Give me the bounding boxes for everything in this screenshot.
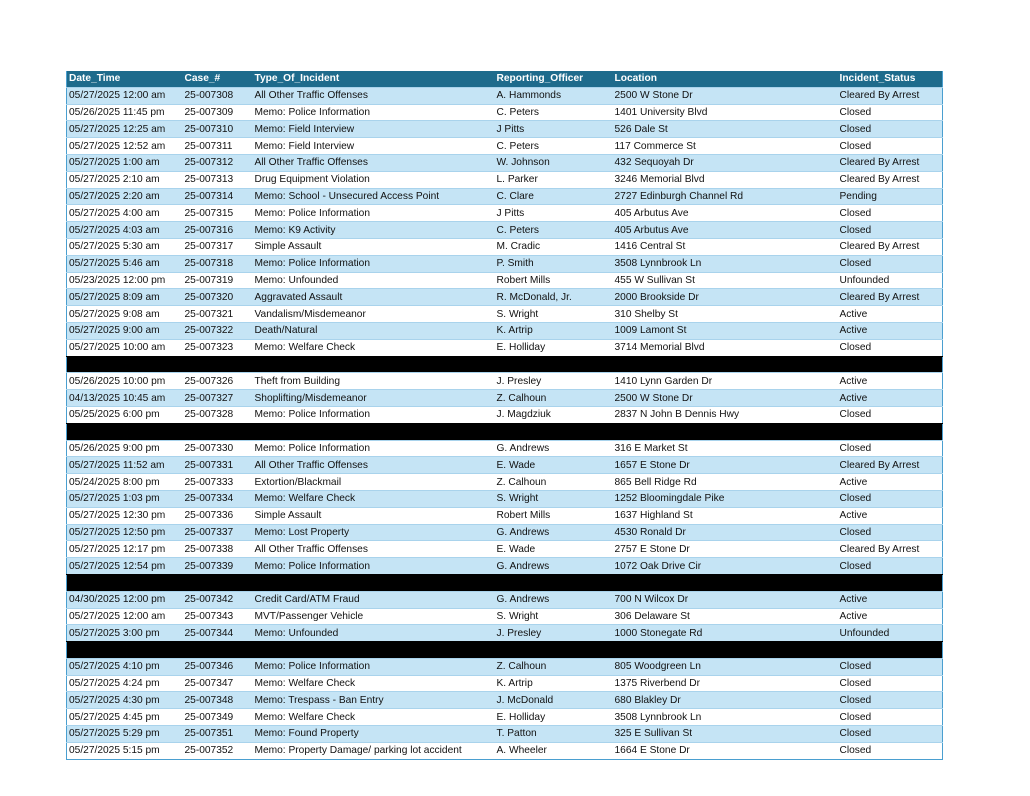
reporting-officer-cell: E. Holliday	[495, 339, 613, 356]
case-number-cell: 25-007309	[183, 104, 253, 121]
reporting-officer-cell: K. Artrip	[495, 322, 613, 339]
incident-type-cell: Memo: Police Information	[253, 406, 495, 423]
location-cell: 2000 Brookside Dr	[613, 289, 838, 306]
reporting-officer-cell: J Pitts	[495, 121, 613, 138]
date-time-cell: 05/27/2025 5:30 am	[67, 238, 183, 255]
case-number-cell: 25-007321	[183, 306, 253, 323]
table-row	[67, 507, 943, 524]
case-number-cell: 25-007337	[183, 524, 253, 541]
table-row	[67, 306, 943, 323]
reporting-officer-cell	[495, 642, 613, 659]
table-row	[67, 171, 943, 188]
column-header-date-time: Date_Time	[69, 73, 121, 85]
date-time-cell: 05/27/2025 12:52 am	[67, 138, 183, 155]
table-header	[67, 71, 943, 87]
table-row	[67, 154, 943, 171]
incident-status-cell: Cleared By Arrest	[838, 541, 943, 558]
incident-type-cell: Simple Assault	[253, 238, 495, 255]
date-time-cell: 05/27/2025 9:08 am	[67, 306, 183, 323]
table-row	[67, 272, 943, 289]
location-cell: 1072 Oak Drive Cir	[613, 558, 838, 575]
date-time-cell: 05/27/2025 2:20 am	[67, 188, 183, 205]
table-row	[67, 205, 943, 222]
table-row	[67, 188, 943, 205]
incident-status-cell: Active	[838, 507, 943, 524]
date-time-cell: 05/27/2025 12:50 pm	[67, 524, 183, 541]
case-number-cell: 25-007316	[183, 222, 253, 239]
column-header-reporting-officer: Reporting_Officer	[496, 73, 584, 85]
incident-status-cell: Cleared By Arrest	[838, 171, 943, 188]
incident-type-cell: All Other Traffic Offenses	[253, 154, 495, 171]
date-time-cell	[67, 642, 183, 659]
incident-status-cell: Active	[838, 591, 943, 608]
location-cell: 3508 Lynnbrook Ln	[613, 709, 838, 726]
table-row	[67, 742, 943, 759]
reporting-officer-cell: S. Wright	[495, 306, 613, 323]
incident-type-cell: Memo: School - Unsecured Access Point	[253, 188, 495, 205]
incident-status-cell: Cleared By Arrest	[838, 154, 943, 171]
date-time-cell: 05/27/2025 4:24 pm	[67, 675, 183, 692]
case-number-cell: 25-007338	[183, 541, 253, 558]
date-time-cell: 05/24/2025 8:00 pm	[67, 474, 183, 491]
case-number-cell: 25-007344	[183, 625, 253, 642]
reporting-officer-cell: Z. Calhoun	[495, 390, 613, 407]
column-header-case-number: Case_#	[184, 73, 221, 85]
date-time-cell: 05/27/2025 9:00 am	[67, 322, 183, 339]
case-number-cell: 25-007320	[183, 289, 253, 306]
reporting-officer-cell: K. Artrip	[495, 675, 613, 692]
case-number-cell	[183, 356, 253, 373]
date-time-cell	[67, 423, 183, 440]
incident-status-cell: Closed	[838, 742, 943, 759]
reporting-officer-cell	[495, 574, 613, 591]
redacted-row	[67, 574, 943, 591]
incident-status-cell: Closed	[838, 558, 943, 575]
case-number-cell	[183, 642, 253, 659]
table-row	[67, 222, 943, 239]
case-number-cell: 25-007310	[183, 121, 253, 138]
case-number-cell: 25-007327	[183, 390, 253, 407]
location-cell: 306 Delaware St	[613, 608, 838, 625]
reporting-officer-cell: C. Peters	[495, 104, 613, 121]
reporting-officer-cell: C. Clare	[495, 188, 613, 205]
date-time-cell: 05/27/2025 2:10 am	[67, 171, 183, 188]
date-time-cell: 05/23/2025 12:00 pm	[67, 272, 183, 289]
incident-type-cell: Memo: Welfare Check	[253, 675, 495, 692]
location-cell	[613, 642, 838, 659]
case-number-cell: 25-007313	[183, 171, 253, 188]
location-cell	[613, 423, 838, 440]
case-number-cell: 25-007308	[183, 87, 253, 104]
column-header-location: Location	[614, 73, 657, 85]
date-time-cell: 04/30/2025 12:00 pm	[67, 591, 183, 608]
incident-status-cell: Closed	[838, 121, 943, 138]
date-time-cell: 05/27/2025 4:03 am	[67, 222, 183, 239]
reporting-officer-cell: E. Holliday	[495, 709, 613, 726]
table-row	[67, 726, 943, 743]
incident-type-cell: Vandalism/Misdemeanor	[253, 306, 495, 323]
incident-type-cell: Memo: Police Information	[253, 205, 495, 222]
date-time-cell: 04/13/2025 10:45 am	[67, 390, 183, 407]
reporting-officer-cell: G. Andrews	[495, 524, 613, 541]
location-cell: 432 Sequoyah Dr	[613, 154, 838, 171]
incident-type-cell: Memo: Police Information	[253, 658, 495, 675]
incident-status-cell: Cleared By Arrest	[838, 87, 943, 104]
incident-type-cell: Theft from Building	[253, 373, 495, 390]
table-row	[67, 406, 943, 423]
location-cell: 1000 Stonegate Rd	[613, 625, 838, 642]
incident-status-cell: Closed	[838, 726, 943, 743]
reporting-officer-cell: A. Hammonds	[495, 87, 613, 104]
incident-type-cell: Memo: Trespass - Ban Entry	[253, 692, 495, 709]
table-row	[67, 238, 943, 255]
location-cell: 2757 E Stone Dr	[613, 541, 838, 558]
date-time-cell: 05/27/2025 1:00 am	[67, 154, 183, 171]
incident-status-cell: Closed	[838, 692, 943, 709]
location-cell: 2500 W Stone Dr	[613, 390, 838, 407]
incident-type-cell: Memo: Field Interview	[253, 138, 495, 155]
table-row	[67, 457, 943, 474]
date-time-cell: 05/27/2025 12:25 am	[67, 121, 183, 138]
location-cell: 325 E Sullivan St	[613, 726, 838, 743]
table-row	[67, 121, 943, 138]
incident-type-cell: Death/Natural	[253, 322, 495, 339]
location-cell: 700 N Wilcox Dr	[613, 591, 838, 608]
date-time-cell: 05/27/2025 1:03 pm	[67, 490, 183, 507]
location-cell: 526 Dale St	[613, 121, 838, 138]
reporting-officer-cell: C. Peters	[495, 222, 613, 239]
incident-status-cell	[838, 423, 943, 440]
incident-type-cell: Memo: Welfare Check	[253, 339, 495, 356]
reporting-officer-cell: L. Parker	[495, 171, 613, 188]
table-row	[67, 524, 943, 541]
reporting-officer-cell: J. Presley	[495, 373, 613, 390]
incident-status-cell: Active	[838, 390, 943, 407]
reporting-officer-cell	[495, 356, 613, 373]
case-number-cell: 25-007343	[183, 608, 253, 625]
location-cell: 1375 Riverbend Dr	[613, 675, 838, 692]
case-number-cell: 25-007336	[183, 507, 253, 524]
incident-status-cell: Closed	[838, 104, 943, 121]
reporting-officer-cell: E. Wade	[495, 541, 613, 558]
case-number-cell: 25-007326	[183, 373, 253, 390]
location-cell: 310 Shelby St	[613, 306, 838, 323]
incident-type-cell: Memo: Police Information	[253, 255, 495, 272]
incident-type-cell	[253, 423, 495, 440]
reporting-officer-cell: J. Presley	[495, 625, 613, 642]
location-cell: 1664 E Stone Dr	[613, 742, 838, 759]
incident-type-cell: Memo: Unfounded	[253, 272, 495, 289]
incident-type-cell: Memo: Police Information	[253, 104, 495, 121]
case-number-cell: 25-007349	[183, 709, 253, 726]
incident-type-cell: Memo: Welfare Check	[253, 709, 495, 726]
incident-status-cell: Pending	[838, 188, 943, 205]
incident-status-cell: Closed	[838, 440, 943, 457]
incident-type-cell: Memo: K9 Activity	[253, 222, 495, 239]
incident-status-cell: Closed	[838, 490, 943, 507]
table-row	[67, 625, 943, 642]
incident-type-cell: Memo: Lost Property	[253, 524, 495, 541]
date-time-cell: 05/27/2025 10:00 am	[67, 339, 183, 356]
location-cell: 805 Woodgreen Ln	[613, 658, 838, 675]
incident-status-cell: Closed	[838, 675, 943, 692]
table-row	[67, 490, 943, 507]
table-row	[67, 87, 943, 104]
reporting-officer-cell: Z. Calhoun	[495, 658, 613, 675]
incident-status-cell: Cleared By Arrest	[838, 289, 943, 306]
incident-type-cell: All Other Traffic Offenses	[253, 87, 495, 104]
location-cell: 680 Blakley Dr	[613, 692, 838, 709]
case-number-cell: 25-007314	[183, 188, 253, 205]
case-number-cell: 25-007348	[183, 692, 253, 709]
location-cell: 2727 Edinburgh Channel Rd	[613, 188, 838, 205]
reporting-officer-cell: S. Wright	[495, 490, 613, 507]
date-time-cell: 05/27/2025 4:00 am	[67, 205, 183, 222]
table-row	[67, 541, 943, 558]
reporting-officer-cell: R. McDonald, Jr.	[495, 289, 613, 306]
case-number-cell: 25-007323	[183, 339, 253, 356]
date-time-cell: 05/27/2025 12:17 pm	[67, 541, 183, 558]
date-time-cell: 05/27/2025 5:15 pm	[67, 742, 183, 759]
location-cell: 865 Bell Ridge Rd	[613, 474, 838, 491]
location-cell: 316 E Market St	[613, 440, 838, 457]
reporting-officer-cell: T. Patton	[495, 726, 613, 743]
incident-status-cell: Active	[838, 322, 943, 339]
date-time-cell: 05/27/2025 11:52 am	[67, 457, 183, 474]
date-time-cell: 05/27/2025 12:00 am	[67, 87, 183, 104]
incident-status-cell: Active	[838, 474, 943, 491]
incident-status-cell: Closed	[838, 205, 943, 222]
reporting-officer-cell: M. Cradic	[495, 238, 613, 255]
table-row	[67, 558, 943, 575]
incident-type-cell: Memo: Property Damage/ parking lot accident	[253, 742, 495, 759]
table-row	[67, 322, 943, 339]
table-row	[67, 339, 943, 356]
table-row	[67, 591, 943, 608]
case-number-cell: 25-007352	[183, 742, 253, 759]
incident-status-cell	[838, 356, 943, 373]
reporting-officer-cell: P. Smith	[495, 255, 613, 272]
date-time-cell: 05/27/2025 12:00 am	[67, 608, 183, 625]
date-time-cell: 05/27/2025 3:00 pm	[67, 625, 183, 642]
reporting-officer-cell: C. Peters	[495, 138, 613, 155]
location-cell: 1401 University Blvd	[613, 104, 838, 121]
location-cell: 4530 Ronald Dr	[613, 524, 838, 541]
reporting-officer-cell: W. Johnson	[495, 154, 613, 171]
reporting-officer-cell: G. Andrews	[495, 558, 613, 575]
table-row	[67, 675, 943, 692]
case-number-cell: 25-007346	[183, 658, 253, 675]
table-row	[67, 104, 943, 121]
incident-type-cell: Memo: Welfare Check	[253, 490, 495, 507]
table-row	[67, 373, 943, 390]
incident-type-cell: Aggravated Assault	[253, 289, 495, 306]
reporting-officer-cell: G. Andrews	[495, 591, 613, 608]
location-cell: 1416 Central St	[613, 238, 838, 255]
date-time-cell: 05/25/2025 6:00 pm	[67, 406, 183, 423]
location-cell: 1252 Bloomingdale Pike	[613, 490, 838, 507]
table-row	[67, 289, 943, 306]
table-row	[67, 692, 943, 709]
reporting-officer-cell: Z. Calhoun	[495, 474, 613, 491]
incident-type-cell: All Other Traffic Offenses	[253, 457, 495, 474]
case-number-cell: 25-007328	[183, 406, 253, 423]
table-row	[67, 474, 943, 491]
date-time-cell: 05/26/2025 9:00 pm	[67, 440, 183, 457]
table-row	[67, 255, 943, 272]
case-number-cell: 25-007312	[183, 154, 253, 171]
case-number-cell: 25-007334	[183, 490, 253, 507]
location-cell: 1009 Lamont St	[613, 322, 838, 339]
incident-type-cell: Extortion/Blackmail	[253, 474, 495, 491]
case-number-cell: 25-007311	[183, 138, 253, 155]
date-time-cell	[67, 356, 183, 373]
location-cell: 405 Arbutus Ave	[613, 222, 838, 239]
case-number-cell: 25-007342	[183, 591, 253, 608]
location-cell: 405 Arbutus Ave	[613, 205, 838, 222]
case-number-cell: 25-007317	[183, 238, 253, 255]
reporting-officer-cell	[495, 423, 613, 440]
reporting-officer-cell: S. Wright	[495, 608, 613, 625]
table-row	[67, 390, 943, 407]
location-cell: 3714 Memorial Blvd	[613, 339, 838, 356]
incident-status-cell	[838, 574, 943, 591]
case-number-cell: 25-007351	[183, 726, 253, 743]
incident-type-cell: Memo: Police Information	[253, 440, 495, 457]
table-row	[67, 608, 943, 625]
incident-status-cell: Closed	[838, 222, 943, 239]
location-cell: 1657 E Stone Dr	[613, 457, 838, 474]
incident-status-cell: Closed	[838, 255, 943, 272]
date-time-cell: 05/27/2025 4:45 pm	[67, 709, 183, 726]
reporting-officer-cell: J Pitts	[495, 205, 613, 222]
incident-status-cell: Active	[838, 373, 943, 390]
table-body	[67, 87, 943, 759]
table-row	[67, 709, 943, 726]
date-time-cell: 05/27/2025 12:54 pm	[67, 558, 183, 575]
case-number-cell: 25-007315	[183, 205, 253, 222]
incident-status-cell	[838, 642, 943, 659]
incident-status-cell: Closed	[838, 524, 943, 541]
incident-status-cell: Unfounded	[838, 625, 943, 642]
location-cell: 1410 Lynn Garden Dr	[613, 373, 838, 390]
incident-status-cell: Closed	[838, 339, 943, 356]
case-number-cell	[183, 423, 253, 440]
incident-type-cell: Drug Equipment Violation	[253, 171, 495, 188]
reporting-officer-cell: A. Wheeler	[495, 742, 613, 759]
reporting-officer-cell: E. Wade	[495, 457, 613, 474]
table-row	[67, 440, 943, 457]
location-cell: 455 W Sullivan St	[613, 272, 838, 289]
case-number-cell: 25-007347	[183, 675, 253, 692]
column-header-type-of-incident: Type_Of_Incident	[254, 73, 340, 85]
incident-type-cell: Memo: Field Interview	[253, 121, 495, 138]
date-time-cell: 05/26/2025 10:00 pm	[67, 373, 183, 390]
reporting-officer-cell: Robert Mills	[495, 507, 613, 524]
location-cell: 3246 Memorial Blvd	[613, 171, 838, 188]
location-cell: 1637 Highland St	[613, 507, 838, 524]
incident-status-cell: Closed	[838, 658, 943, 675]
column-header-incident-status: Incident_Status	[839, 73, 916, 85]
date-time-cell	[67, 574, 183, 591]
incident-status-cell: Active	[838, 608, 943, 625]
incident-status-cell: Closed	[838, 138, 943, 155]
case-number-cell: 25-007330	[183, 440, 253, 457]
reporting-officer-cell: Robert Mills	[495, 272, 613, 289]
incident-log-table	[66, 71, 943, 760]
redacted-row	[67, 356, 943, 373]
location-cell: 3508 Lynnbrook Ln	[613, 255, 838, 272]
location-cell: 2500 W Stone Dr	[613, 87, 838, 104]
case-number-cell: 25-007331	[183, 457, 253, 474]
incident-type-cell: Memo: Unfounded	[253, 625, 495, 642]
incident-type-cell	[253, 574, 495, 591]
incident-type-cell: Credit Card/ATM Fraud	[253, 591, 495, 608]
date-time-cell: 05/27/2025 4:10 pm	[67, 658, 183, 675]
incident-status-cell: Unfounded	[838, 272, 943, 289]
table-row	[67, 658, 943, 675]
incident-type-cell	[253, 642, 495, 659]
case-number-cell: 25-007322	[183, 322, 253, 339]
header-row	[67, 71, 943, 87]
location-cell	[613, 574, 838, 591]
table-row	[67, 138, 943, 155]
date-time-cell: 05/26/2025 11:45 pm	[67, 104, 183, 121]
incident-status-cell: Cleared By Arrest	[838, 457, 943, 474]
case-number-cell: 25-007339	[183, 558, 253, 575]
case-number-cell	[183, 574, 253, 591]
case-number-cell: 25-007319	[183, 272, 253, 289]
reporting-officer-cell: G. Andrews	[495, 440, 613, 457]
location-cell	[613, 356, 838, 373]
redacted-row	[67, 642, 943, 659]
incident-type-cell	[253, 356, 495, 373]
date-time-cell: 05/27/2025 8:09 am	[67, 289, 183, 306]
incident-type-cell: All Other Traffic Offenses	[253, 541, 495, 558]
date-time-cell: 05/27/2025 5:29 pm	[67, 726, 183, 743]
incident-type-cell: Shoplifting/Misdemeanor	[253, 390, 495, 407]
incident-type-cell: MVT/Passenger Vehicle	[253, 608, 495, 625]
location-cell: 117 Commerce St	[613, 138, 838, 155]
location-cell: 2837 N John B Dennis Hwy	[613, 406, 838, 423]
redacted-row	[67, 423, 943, 440]
incident-status-cell: Active	[838, 306, 943, 323]
case-number-cell: 25-007333	[183, 474, 253, 491]
date-time-cell: 05/27/2025 4:30 pm	[67, 692, 183, 709]
incident-type-cell: Memo: Found Property	[253, 726, 495, 743]
case-number-cell: 25-007318	[183, 255, 253, 272]
incident-status-cell: Closed	[838, 406, 943, 423]
incident-status-cell: Cleared By Arrest	[838, 238, 943, 255]
incident-type-cell: Memo: Police Information	[253, 558, 495, 575]
date-time-cell: 05/27/2025 5:46 am	[67, 255, 183, 272]
date-time-cell: 05/27/2025 12:30 pm	[67, 507, 183, 524]
incident-type-cell: Simple Assault	[253, 507, 495, 524]
reporting-officer-cell: J. McDonald	[495, 692, 613, 709]
reporting-officer-cell: J. Magdziuk	[495, 406, 613, 423]
incident-status-cell: Closed	[838, 709, 943, 726]
